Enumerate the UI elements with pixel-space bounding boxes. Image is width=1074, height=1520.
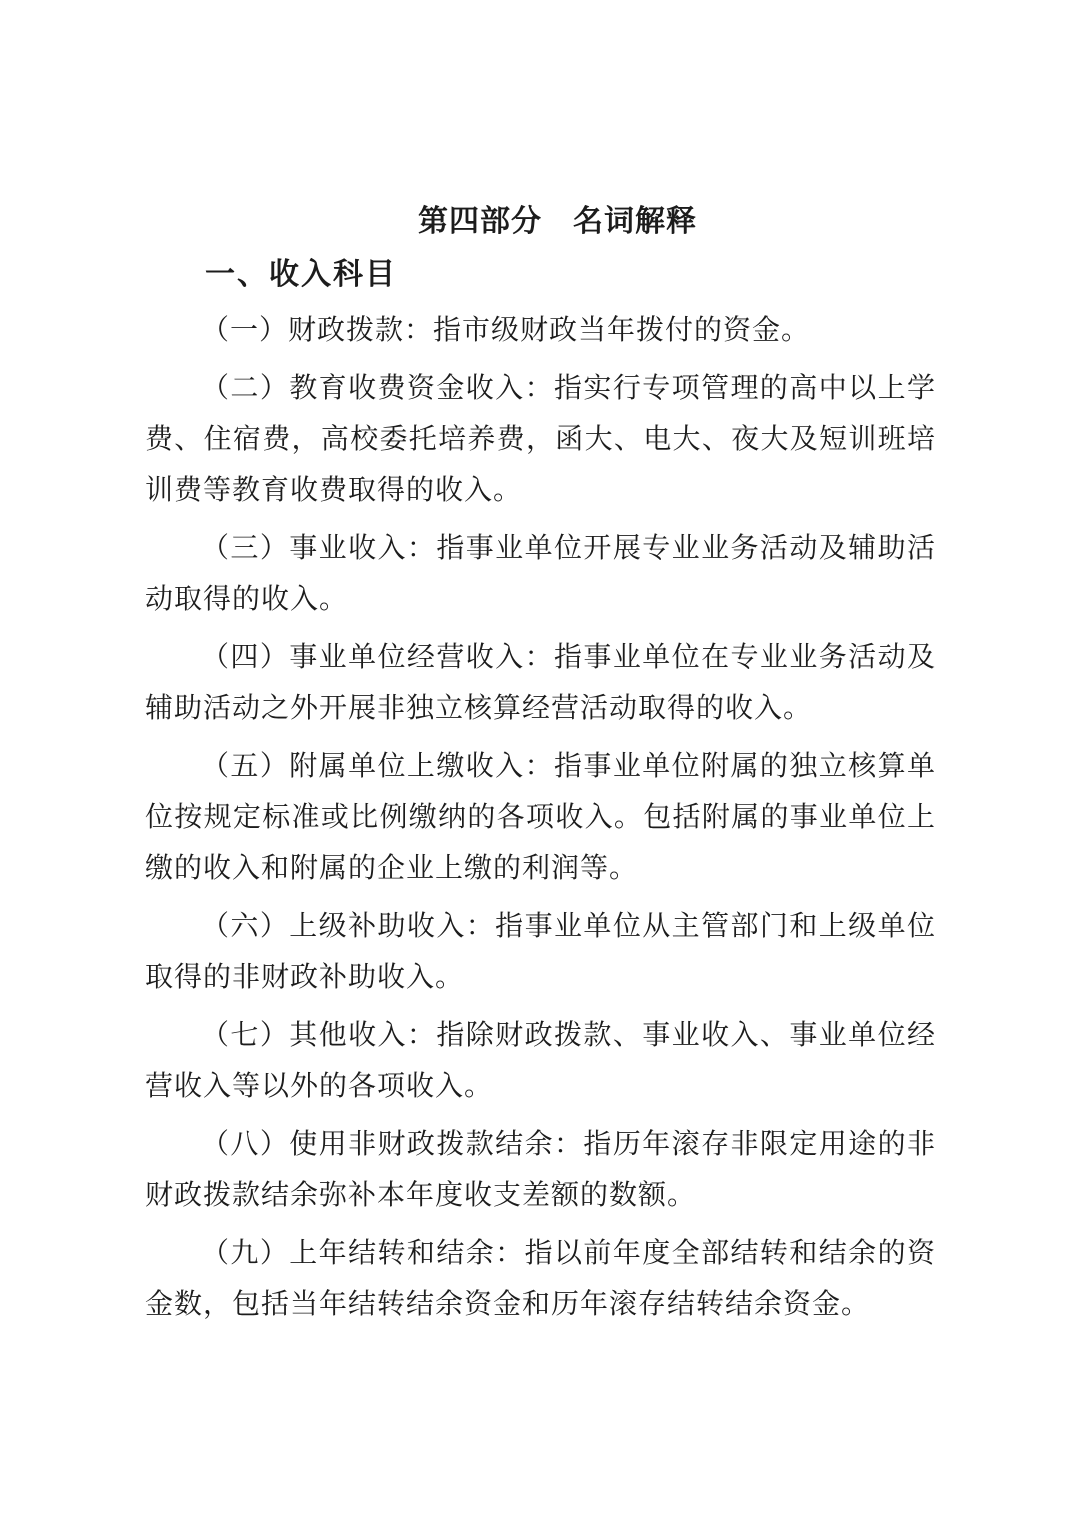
paragraph-other-income: （七）其他收入：指除财政拨款、事业收入、事业单位经营收入等以外的各项收入。 xyxy=(145,1020,936,1102)
paragraph-non-fiscal-carryover-use: （八）使用非财政拨款结余：指历年滚存非限定用途的非财政拨款结余弥补本年度收支差额的数额。 xyxy=(145,1129,936,1211)
paragraph-subordinate-unit-remittance: （五）附属单位上缴收入：指事业单位附属的独立核算单位按规定标准或比例缴纳的各项收入。包括附属的事业单位上缴的收入和附属的企业上缴的利润等。 xyxy=(145,751,936,884)
paragraph-institution-income: （三）事业收入：指事业单位开展专业业务活动及辅助活动取得的收入。 xyxy=(145,533,936,615)
definitions-list xyxy=(145,305,936,1330)
paragraph-fiscal-appropriation: （一）财政拨款：指市级财政当年拨付的资金。 xyxy=(201,315,811,346)
page-title: 第四部分 名词解释 xyxy=(418,205,697,238)
paragraph-education-fee-income: （二）教育收费资金收入：指实行专项管理的高中以上学费、住宿费，高校委托培养费，函大、电大、夜大及短训班培训费等教育收费取得的收入。 xyxy=(145,373,936,506)
section-heading-income-items: 一、收入科目 xyxy=(205,258,397,291)
paragraph-prior-year-carryover: （九）上年结转和结余：指以前年度全部结转和结余的资金数，包括当年结转结余资金和历年滚存结转结余资金。 xyxy=(145,1238,936,1320)
paragraph-operating-income: （四）事业单位经营收入：指事业单位在专业业务活动及辅助活动之外开展非独立核算经营活动取得的收入。 xyxy=(145,642,936,724)
paragraph-superior-subsidy-income: （六）上级补助收入：指事业单位从主管部门和上级单位取得的非财政补助收入。 xyxy=(145,911,936,993)
